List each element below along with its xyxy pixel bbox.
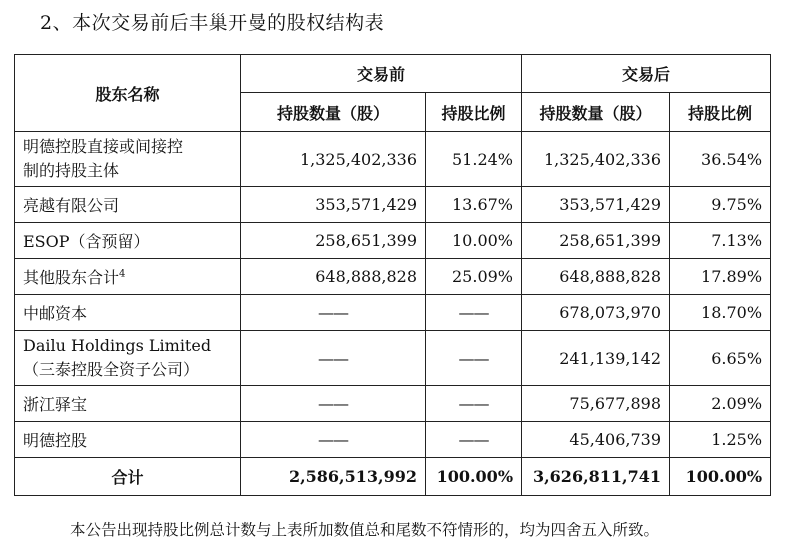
ratio-before: ——	[426, 295, 522, 331]
header-shares-before: 持股数量（股）	[241, 93, 426, 132]
section-heading: 2、本次交易前后丰巢开曼的股权结构表	[40, 12, 385, 34]
shares-before: 258,651,399	[241, 223, 426, 259]
shares-after: 1,325,402,336	[522, 132, 670, 187]
ratio-after: 2.09%	[670, 386, 771, 422]
ratio-before: 51.24%	[426, 132, 522, 187]
footnote: 本公告出现持股比例总计数与上表所加数值总和尾数不符情形的，均为四舍五入所致。	[70, 521, 660, 539]
table-row	[15, 295, 771, 331]
shares-after: 353,571,429	[522, 187, 670, 223]
shares-before: 353,571,429	[241, 187, 426, 223]
ratio-before: ——	[426, 422, 522, 458]
name-line: （三泰控股全资子公司）	[23, 360, 200, 379]
ratio-after: 1.25%	[670, 422, 771, 458]
total-ratio-before: 100.00%	[426, 458, 522, 496]
shares-before: 1,325,402,336	[241, 132, 426, 187]
shares-before: ——	[241, 331, 426, 386]
name-line: Dailu Holdings Limited	[23, 336, 212, 355]
name-text: 其他股东合计	[23, 268, 120, 287]
footnote-marker: 4	[119, 268, 126, 280]
name-line: 明德控股直接或间接控	[23, 137, 184, 156]
header-ratio-before: 持股比例	[426, 93, 522, 132]
equity-structure-table	[14, 54, 771, 496]
shares-before: ——	[241, 386, 426, 422]
ratio-before: 25.09%	[426, 259, 522, 295]
shareholder-name	[15, 132, 241, 187]
shareholder-name: 中邮资本	[15, 295, 241, 331]
header-ratio-after: 持股比例	[670, 93, 771, 132]
total-shares-before: 2,586,513,992	[241, 458, 426, 496]
table-row	[15, 331, 771, 386]
header-shareholder: 股东名称	[15, 55, 241, 132]
table-row	[15, 422, 771, 458]
ratio-before: 13.67%	[426, 187, 522, 223]
shareholder-name	[15, 331, 241, 386]
shares-after: 258,651,399	[522, 223, 670, 259]
ratio-after: 6.65%	[670, 331, 771, 386]
shares-after: 678,073,970	[522, 295, 670, 331]
ratio-after: 36.54%	[670, 132, 771, 187]
shares-after: 241,139,142	[522, 331, 670, 386]
ratio-after: 18.70%	[670, 295, 771, 331]
ratio-before: ——	[426, 386, 522, 422]
shareholder-name: ESOP（含预留）	[15, 223, 241, 259]
shares-before: 648,888,828	[241, 259, 426, 295]
table-row	[15, 187, 771, 223]
ratio-before: ——	[426, 331, 522, 386]
header-row-group	[15, 55, 771, 93]
header-after: 交易后	[522, 55, 771, 93]
header-before: 交易前	[241, 55, 522, 93]
shareholder-name: 亮越有限公司	[15, 187, 241, 223]
ratio-before: 10.00%	[426, 223, 522, 259]
shares-after: 648,888,828	[522, 259, 670, 295]
table-row	[15, 223, 771, 259]
total-row	[15, 458, 771, 496]
table-row	[15, 259, 771, 295]
shares-after: 45,406,739	[522, 422, 670, 458]
table-row	[15, 132, 771, 187]
name-line: 制的持股主体	[23, 161, 120, 180]
ratio-after: 7.13%	[670, 223, 771, 259]
total-ratio-after: 100.00%	[670, 458, 771, 496]
shareholder-name: 明德控股	[15, 422, 241, 458]
ratio-after: 17.89%	[670, 259, 771, 295]
table-row	[15, 386, 771, 422]
shares-after: 75,677,898	[522, 386, 670, 422]
shares-before: ——	[241, 295, 426, 331]
ratio-after: 9.75%	[670, 187, 771, 223]
total-label: 合计	[15, 458, 241, 496]
shareholder-name: 浙江驿宝	[15, 386, 241, 422]
total-shares-after: 3,626,811,741	[522, 458, 670, 496]
header-shares-after: 持股数量（股）	[522, 93, 670, 132]
shares-before: ——	[241, 422, 426, 458]
shareholder-name	[15, 259, 241, 295]
